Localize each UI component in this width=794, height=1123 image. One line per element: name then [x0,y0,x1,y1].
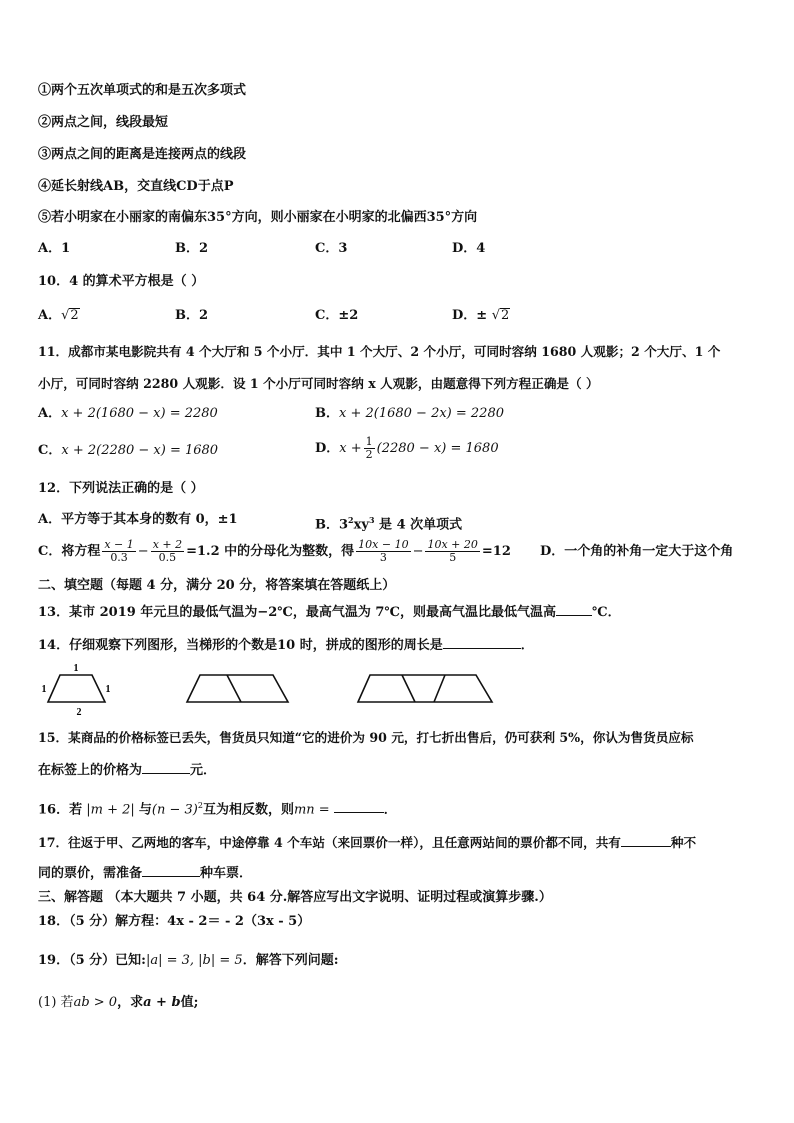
q16-abs: m + 2 [90,802,131,818]
q19-part-1 [38,995,198,1011]
q13-unit: ℃． [592,605,621,620]
q14-label-bottom: 2 [76,707,82,718]
q13-answer-blank[interactable] [556,603,592,616]
q16-exp: 2 [197,801,203,810]
q11-d-num: 1 [365,435,373,448]
q11-line-2: 小厅，可同时容纳 2280 人观影．设 1 个小厅可同时容纳 x 人观影，由题意得下列方程正确是（ ） [38,376,599,391]
statement-3: ③两点之间的距离是连接两点的线段 [38,147,247,162]
q14 [38,636,534,654]
q12-b-exp1: 2 [348,515,354,525]
q12-b-exp2: 3 [368,515,375,525]
q12-c-f3-num: 10x − 10 [358,538,409,551]
q12-option-d: D．一个角的补角一定大于这个角 [540,544,734,559]
q11-option-c [38,443,218,459]
q12-c-f1-num: x − 1 [104,538,134,551]
q10-option-c: C．±2 [315,308,359,323]
q16-expr: mn = [293,802,330,818]
q10-option-a-radicand: 2 [70,308,79,323]
q19-1-mid: ，求 [117,995,144,1010]
q17-line-1-pre: 17．往返于甲、乙两地的客车，中途停靠 4 个车站（来回票价一样），且任意两站间的票价都不同，共有 [38,835,621,850]
q15-line-2 [38,761,216,779]
q17-line-1-end: 种不 [670,835,697,850]
q16-paren: (n − 3) [151,802,198,818]
q19-eq: |a| = 3, |b| = 5 [145,953,243,968]
q12-b-base: 3 [339,517,349,533]
q14-trapezoid-figures [40,660,540,720]
q12-b-tail: 是 4 次单项式 [374,517,463,533]
q12-c-f4-num: 10x + 20 [427,538,478,551]
q17-line-2 [38,864,252,882]
q10-stem: 10．4 的算术平方根是（ ） [38,274,205,289]
q18: 18．（5 分）解方程：4x - 2＝ - 2（3x - 5） [38,914,311,929]
q11-option-d-pre: x + [339,441,362,456]
q9-option-d: D．4 [452,241,486,256]
statement-4: ④延长射线AB，交直线CD于点P [38,179,234,194]
q17-answer-blank-2[interactable] [142,864,200,877]
q17-line-2-pre: 同的票价，需准备 [38,866,143,881]
q15-line-2-end: 元． [190,763,217,778]
q12-c-frac-2 [151,539,184,564]
q12-b-mid: xy [353,517,369,533]
q19 [38,953,339,969]
q16-end: ． [383,802,397,818]
q11-option-a [38,406,218,422]
q10-option-d-label: D．± [452,308,492,323]
q14-label-left: 1 [41,684,47,695]
q16-answer-blank[interactable] [334,800,384,813]
q19-1-end: 值; [180,995,199,1010]
q19-1-expr: a + b [143,995,181,1010]
q17-line-2-end: 种车票． [200,866,253,881]
q12-c-mid: =1.2 中的分母化为整数，得 [186,544,355,559]
q11-option-d-fraction [364,436,375,461]
q12-c-f2-den: 0.5 [158,551,177,564]
section-3-heading: 三、解答题 （本大题共 7 小题，共 64 分.解答应写出文字说明、证明过程或演算步骤.） [38,890,552,905]
q12-c-f3-den: 3 [379,551,387,564]
q10-option-d: D．± √2 [452,308,510,323]
q11-option-b-eq: x + 2(1680 − 2x) = 2280 [339,406,504,421]
q9-option-a: A．1 [38,241,71,256]
q15-line-2-pre: 在标签上的价格为 [38,763,143,778]
q11-option-d-post: (2280 − x) = 1680 [376,441,499,456]
q11-option-b [315,406,504,422]
q12-stem: 12．下列说法正确的是（ ） [38,481,204,496]
q10-option-a: A．√2 [38,308,79,323]
q9-option-b: B．2 [175,241,209,256]
q13 [38,603,621,621]
q10-option-d-radicand: 2 [501,308,510,323]
statement-5: ⑤若小明家在小丽家的南偏东35°方向，则小丽家在小明家的北偏西35°方向 [38,210,478,225]
q16-pre: 16．若 [38,802,83,818]
q14-label-right: 1 [105,684,111,695]
q15-answer-blank[interactable] [142,761,190,774]
q14-two-trapezoids [187,675,288,702]
q14-single-trapezoid [42,663,111,718]
q9-option-c: C．3 [315,241,348,256]
q11-option-a-eq: x + 2(1680 − x) = 2280 [61,406,218,421]
q11-line-1: 11．成都市某电影院共有 4 个大厅和 5 个小厅．其中 1 个大厅、2 个小厅，可同时容纳 1680 人观影；2 个大厅、1 个 [38,344,721,359]
q14-three-trapezoids [358,675,492,702]
statement-2: ②两点之间，线段最短 [38,115,169,130]
q17-answer-blank-1[interactable] [621,834,671,847]
q11-option-b-label: B． [315,406,339,421]
q19-1-pre: (1) 若 [38,995,74,1010]
q14-text: 14．仔细观察下列图形，当梯形的个数是10 时，拼成的图形的周长是 [38,638,443,653]
q16-mid2: 互为相反数，则 [202,802,294,818]
q14-label-top: 1 [73,663,79,674]
q11-option-d [315,436,499,461]
q19-1-cond: ab > 0 [73,995,118,1010]
q16-mid: 与 [138,802,152,818]
q16: 16．若 |m + 2| 与$(n - 3)^2$互为相反数，则mn = ． [38,801,397,818]
q12-option-a: A．平方等于其本身的数有 0，±1 [38,512,238,527]
q14-answer-blank[interactable] [443,636,521,649]
q12-c-minus-2: − [412,544,424,559]
q12-c-end: =12 [481,544,511,559]
q12-option-b-label: B． [315,517,339,533]
q11-option-d-label: D． [315,441,340,456]
q10-option-a-label: A． [38,308,62,323]
q11-option-a-label: A． [38,406,62,421]
q12-c-frac-4 [425,539,479,564]
q12-c-minus: − [137,544,149,559]
q19-end: ．解答下列问题: [242,953,339,968]
q14-end: ． [520,638,534,653]
q12-c-f2-num: x + 2 [152,538,183,551]
q11-d-den: 2 [365,448,373,461]
q15-line-1: 15．某商品的价格标签已丢失，售货员只知道“它的进价为 90 元，打七折出售后，仍可获利 5%，你认为售货员应标 [38,730,694,745]
q12-c-pre: C．将方程 [38,544,101,559]
q12-c-f4-den: 5 [449,551,457,564]
q11-option-c-label: C． [38,443,62,458]
q12-option-b [315,512,462,533]
q11-option-c-eq: x + 2(2280 − x) = 1680 [61,443,219,458]
q10-option-b: B．2 [175,308,209,323]
q12-option-c [38,538,511,566]
q17-line-1 [38,834,696,851]
q12-c-frac-1 [102,539,135,564]
statement-1: ①两个五次单项式的和是五次多项式 [38,83,247,98]
q13-text: 13．某市 2019 年元旦的最低气温为−2℃，最高气温为 7℃，则最高气温比最低气温高 [38,605,556,620]
q12-c-f1-den: 0.3 [110,551,128,564]
q19-pre: 19．（5 分）已知: [38,953,146,968]
section-2-heading: 二、填空题（每题 4 分，满分 20 分，将答案填在答题纸上） [38,578,396,593]
q12-c-frac-3 [356,539,410,564]
